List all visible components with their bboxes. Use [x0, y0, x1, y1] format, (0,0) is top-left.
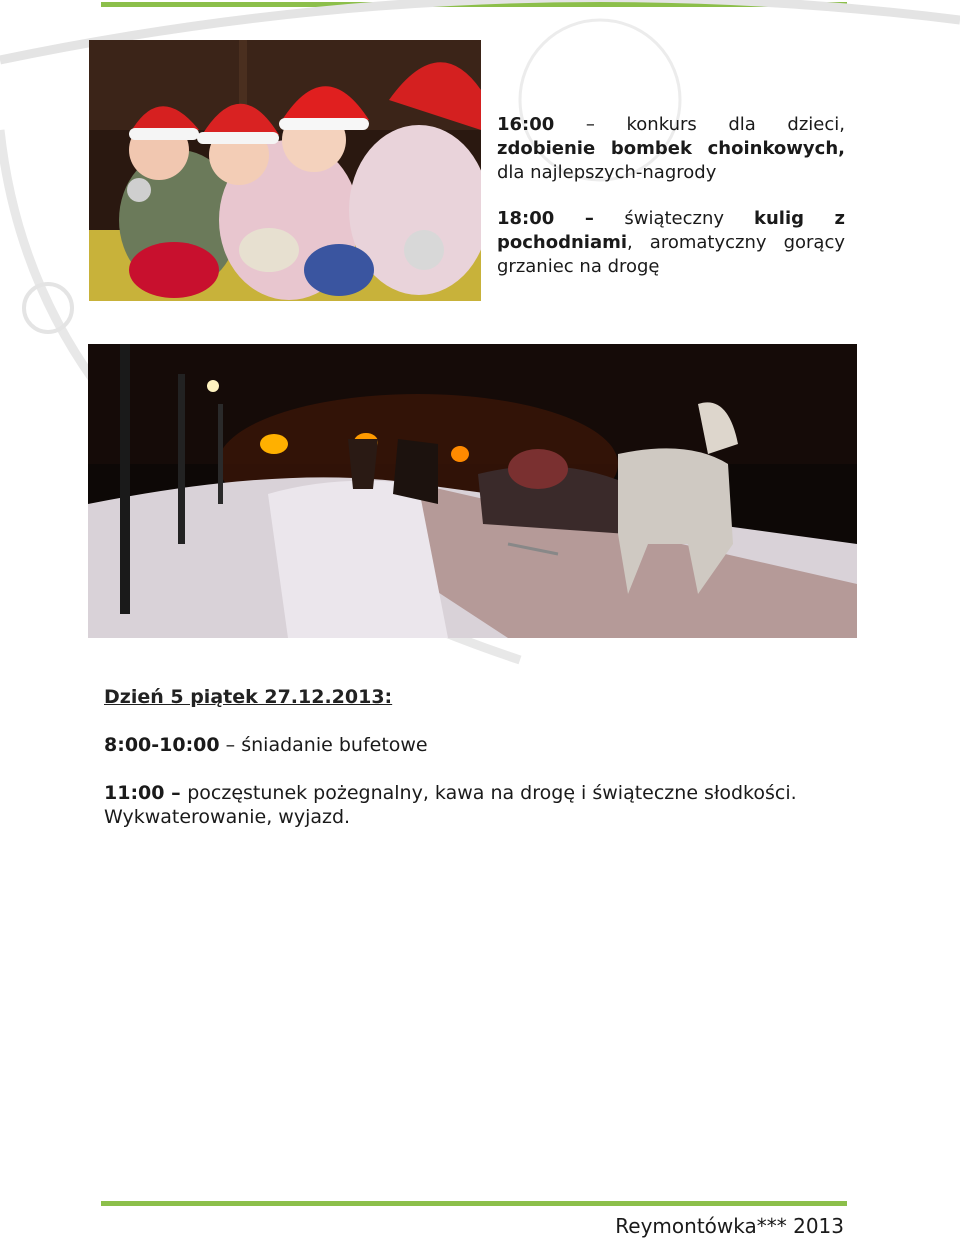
schedule-text: śniadanie bufetowe [241, 734, 428, 756]
activity-time: 18:00 [497, 208, 555, 229]
activity-text-end: , aromatyczny gorący grzaniec na drogę [497, 232, 845, 277]
schedule-dash: – [164, 782, 188, 804]
activity-time: 16:00 [497, 114, 555, 135]
bottom-rule [101, 1201, 847, 1206]
schedule-time: 11:00 [104, 782, 165, 804]
schedule-item [104, 781, 849, 829]
schedule-time: 8:00-10:00 [104, 734, 220, 756]
schedule-text: poczęstunek pożegnalny, kawa na drogę i świąteczne słodkości. Wykwaterowanie, wyjazd. [104, 782, 797, 828]
activity-highlight: kulig z pochodniami [497, 208, 845, 253]
afternoon-evening-schedule [497, 113, 845, 301]
activity-item [497, 113, 845, 185]
activity-text-end: dla najlepszych-nagrody [497, 162, 717, 183]
activity-text: konkurs dla dzieci, [626, 114, 845, 135]
activity-text: świąteczny [624, 208, 754, 229]
schedule-item [104, 733, 849, 757]
activity-dash: – [554, 114, 627, 135]
activity-item [497, 207, 845, 279]
day-heading: Dzień 5 piątek 27.12.2013: [104, 686, 393, 708]
footer-brand: Reymontówka*** 2013 [615, 1214, 844, 1238]
horse-sleigh-ride-at-night-photo [88, 344, 857, 638]
activity-highlight: zdobienie bombek choinkowych, [497, 138, 845, 159]
top-rule [101, 2, 847, 7]
children-decorating-baubles-photo [89, 40, 481, 301]
schedule-dash: – [219, 734, 242, 756]
activity-dash: – [554, 208, 625, 229]
day-5-schedule [104, 685, 849, 853]
